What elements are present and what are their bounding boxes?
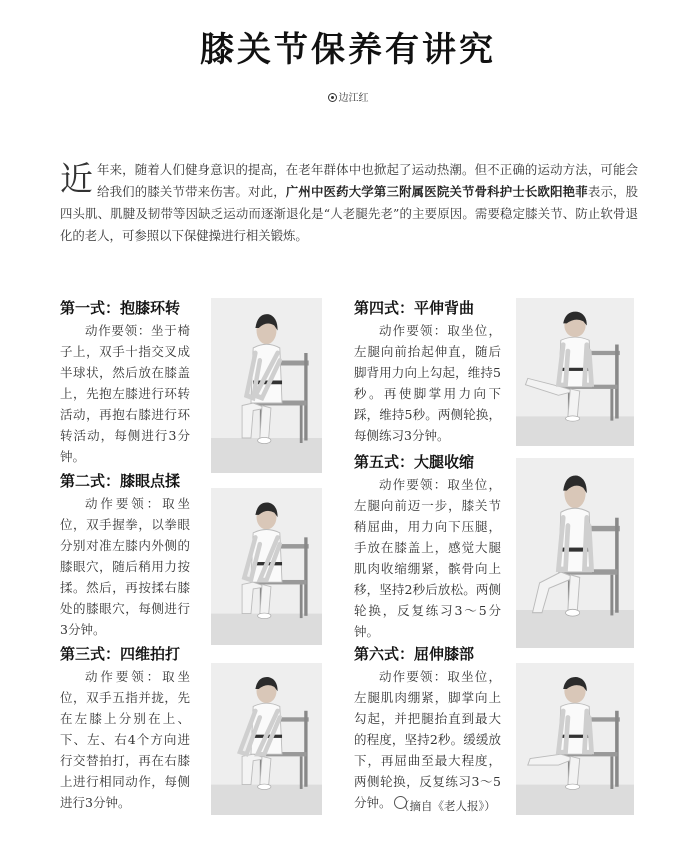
article-title: 膝关节保养有讲究: [200, 30, 496, 70]
person-shoe: [258, 613, 271, 619]
exercise-5-photo: [516, 458, 634, 648]
person-leg: [568, 575, 580, 610]
person-shoe: [566, 609, 580, 616]
photo-illustration: [516, 663, 634, 815]
intro-highlight: 广州中医药大学第三附属医院关节骨科护士长欧阳艳菲: [285, 184, 588, 199]
person-leg: [568, 756, 580, 784]
author-name: 边江红: [338, 93, 369, 104]
chair-post: [304, 537, 307, 616]
exercise-3-photo: [211, 663, 322, 815]
chair-leg: [300, 584, 303, 618]
exercise-2-photo: [211, 488, 322, 645]
intro-dropcap: 近: [60, 159, 93, 198]
chair-post: [615, 345, 619, 419]
exercise-1-title: 第一式：抱膝环转: [60, 299, 181, 317]
photo-illustration: [211, 298, 322, 473]
person-shoe: [258, 784, 271, 789]
chair-post: [304, 711, 307, 787]
person-leg: [260, 584, 271, 613]
chair-leg: [610, 389, 613, 421]
intro-text-after: 表示，股四头肌、肌腱及韧带等因缺乏运动而逐渐退化是“人老腿先老”的主要原因。需要稳定膝关节、防止软骨退化的老人，可参照以下保健操进行相关锻炼。: [60, 184, 639, 243]
exercise-4-title: 第四式：平伸背曲: [354, 299, 475, 317]
chair-post: [615, 518, 619, 613]
exercise-5-body: 动作要领：取坐位，左腿向前迈一步，膝关节稍屈曲，用力向下压腿，手放在膝盖上，感觉大腿肌肉收缩绷紧，髌骨向上移，坚持2秒后放松。两侧轮换，反复练习3～5分钟。: [354, 477, 501, 639]
photo-illustration: [516, 458, 634, 648]
person-leg: [260, 756, 271, 784]
chair-post: [615, 711, 619, 787]
exercise-2-title: 第二式：膝眼点揉: [60, 472, 181, 490]
exercise-3-title: 第三式：四维拍打: [60, 645, 181, 663]
person-shoe: [566, 784, 580, 789]
intro-paragraph: [60, 159, 638, 247]
exercise-6-title: 第六式：屈伸膝部: [354, 645, 475, 663]
chair-leg: [300, 756, 303, 789]
byline-icon: [328, 93, 337, 102]
exercise-5-title: 第五式：大腿收缩: [354, 453, 475, 471]
exercise-6-photo: [516, 663, 634, 815]
author-byline: [0, 89, 696, 104]
person-shoe: [258, 437, 271, 443]
exercise-1-body: 动作要领：坐于椅子上，双手十指交叉成半球状，然后放在膝盖上，先抱左膝进行环转活动，再抱右膝进行环转活动，每侧进行3分钟。: [60, 323, 190, 464]
exercise-3-body: 动作要领：取坐位，双手五指并拢，先在左膝上分别在上、下、左、右4个方向进行交替拍打，再在右膝上进行相同动作，每侧进行3分钟。: [60, 669, 190, 810]
exercise-4-photo: [516, 298, 634, 446]
intro-text-before: 年来，随着人们健身意识的提高，在老年群体中也掀起了运动热潮。但不正确的运动方法，可能会给我们的膝关节带来伤害。对此，: [97, 162, 638, 199]
exercise-4-body: 动作要领：取坐位，左腿向前抬起伸直，随后脚背用力向上勾起，维持5秒。再使脚掌用力向下踩，维持5秒。两侧轮换，每侧练习3分钟。: [354, 323, 501, 443]
exercise-6-text: 动作要领：取坐位，左腿肌肉绷紧，脚掌向上勾起，并把腿抬直到最大的程度，坚持2秒。缓缓放下，再屈曲至最大程度，两侧轮换，反复练习3～5分钟。: [354, 669, 501, 810]
exercise-6-body: [354, 666, 501, 813]
person-leg: [260, 406, 271, 439]
chair-leg: [610, 575, 613, 616]
exercise-1-photo: [211, 298, 322, 473]
chair-leg: [610, 756, 613, 789]
chair-post: [304, 353, 307, 441]
source-credit: （摘自《老人报》）: [398, 799, 496, 813]
person-leg: [568, 389, 580, 416]
photo-illustration: [211, 488, 322, 645]
person-shoe: [566, 416, 580, 421]
photo-illustration: [516, 298, 634, 446]
exercise-2-body: 动作要领：取坐位，双手握拳，以拳眼分别对准左膝内外侧的膝眼穴，随后稍用力按揉。然后，再按揉右膝处的膝眼穴，每侧进行3分钟。: [60, 496, 190, 637]
photo-illustration: [211, 663, 322, 815]
chair-leg: [300, 406, 303, 444]
